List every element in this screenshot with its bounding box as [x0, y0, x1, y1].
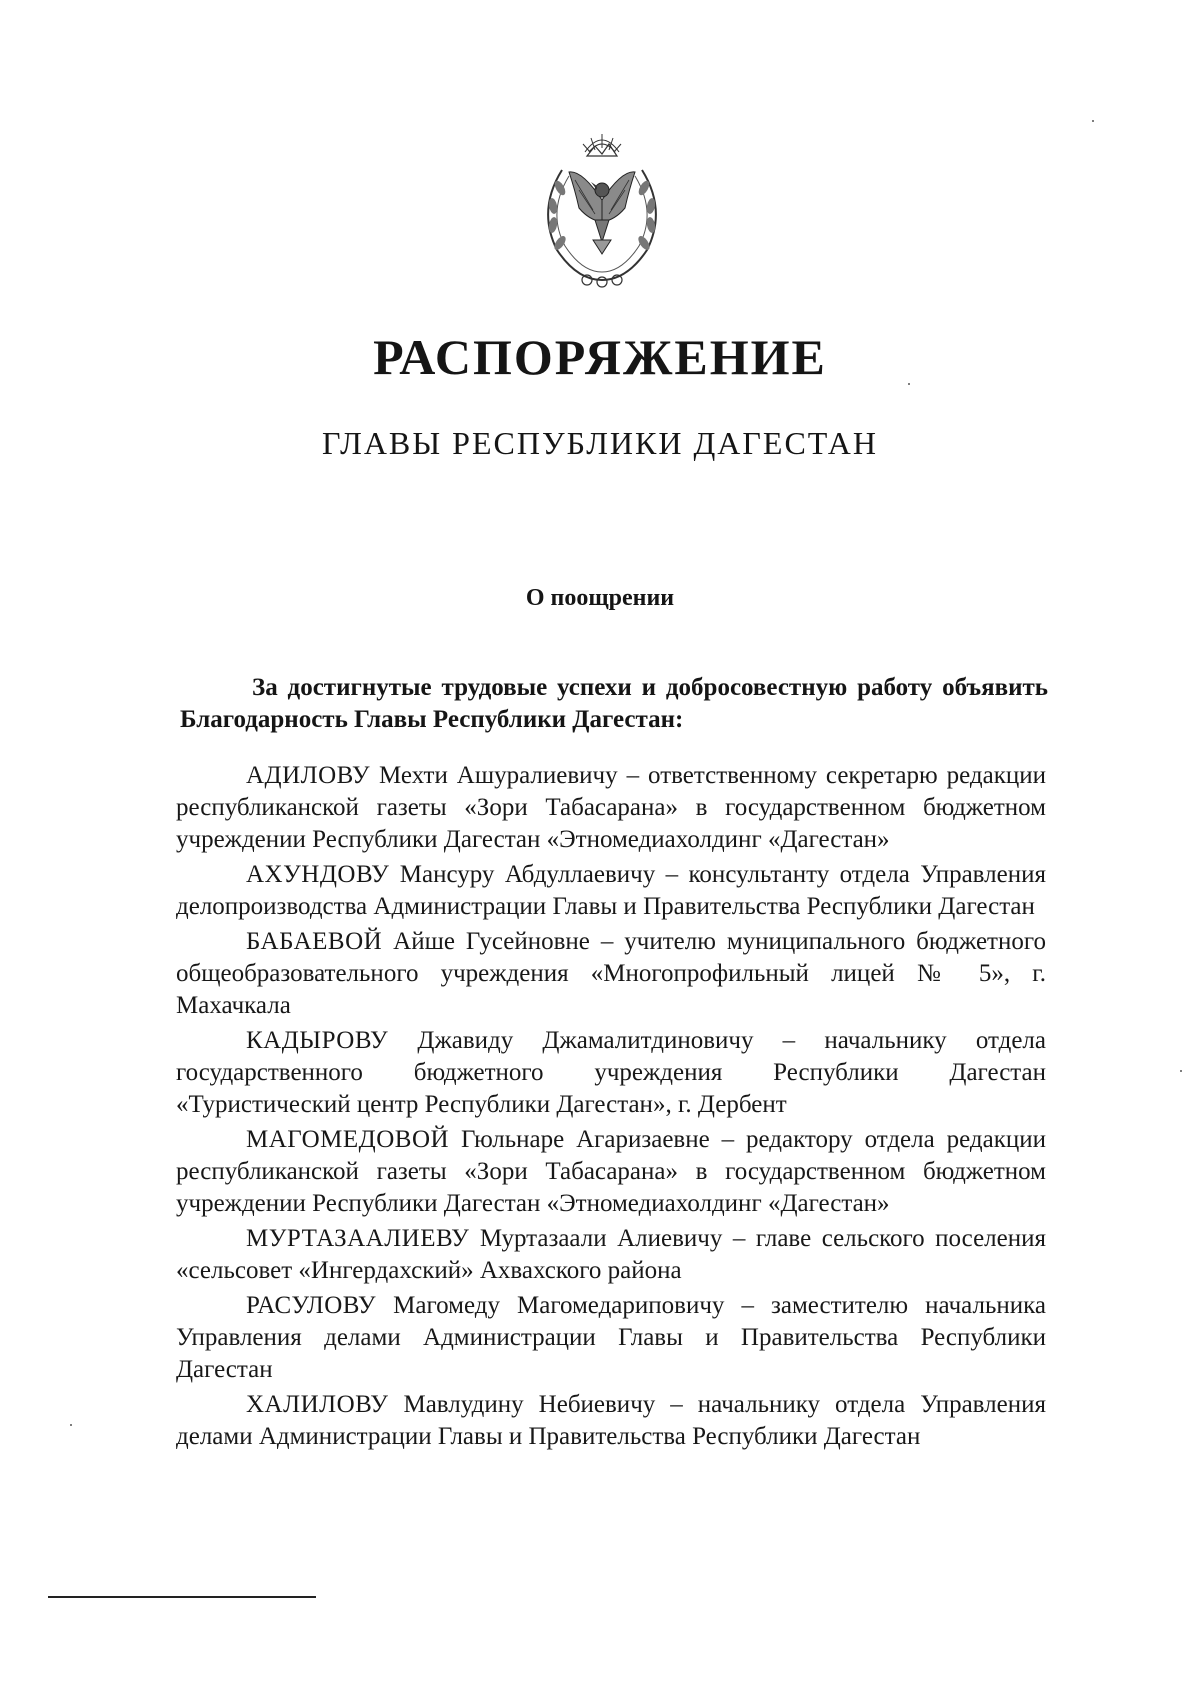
awardee-surname: АДИЛОВУ	[246, 762, 371, 789]
scan-speck	[908, 383, 910, 385]
awardee-surname: КАДЫРОВУ	[246, 1027, 389, 1054]
footnote-separator	[48, 1596, 316, 1598]
scan-speck	[1180, 1070, 1182, 1072]
scan-speck	[1092, 120, 1094, 122]
dagestan-coat-of-arms-icon	[527, 130, 677, 290]
awardee-item	[176, 859, 1046, 923]
awardee-details: Джавиду Джамалитдиновичу – начальнику отдела государственного бюджетного учреждения Республики Дагестан «Туристический центр Республики Дагестан», г. Дербент	[176, 1027, 1046, 1118]
awardee-item	[176, 1025, 1046, 1121]
awardee-item	[176, 760, 1046, 856]
document-preamble: За достигнутые трудовые успехи и добросовестную работу объявить Благодарность Главы Республики Дагестан:	[180, 674, 1048, 733]
awardee-surname: АХУНДОВУ	[246, 861, 390, 888]
awardee-details: Гюльнаре Агаризаевне – редактору отдела редакции республиканской газеты «Зори Табасарана» в государственном бюджетном учреждении Республики Дагестан «Этномедиахолдинг «Дагестан»	[176, 1126, 1046, 1217]
awardee-details: Мавлудину Небиевичу – начальнику отдела Управления делами Администрации Главы и Правительства Республики Дагестан	[176, 1391, 1046, 1450]
awardee-item	[176, 1124, 1046, 1220]
document-title: РАСПОРЯЖЕНИЕ	[373, 329, 827, 385]
document-subject: О поощрении	[525, 585, 675, 611]
awardee-surname: БАБАЕВОЙ	[246, 928, 383, 955]
awardee-item	[176, 1223, 1046, 1287]
awardee-details: Мансуру Абдуллаевичу – консультанту отдела Управления делопроизводства Администрации Главы и Правительства Республики Дагестан	[176, 861, 1046, 920]
awardee-details: Мехти Ашуралиевичу – ответственному секретарю редакции республиканской газеты «Зори Табасарана» в государственном бюджетном учреждении Республики Дагестан «Этномедиахолдинг «Дагестан»	[176, 762, 1046, 853]
awardee-surname: МУРТАЗААЛИЕВУ	[246, 1225, 470, 1252]
document-subtitle: ГЛАВЫ РЕСПУБЛИКИ ДАГЕСТАН	[322, 425, 878, 461]
awardee-item	[176, 926, 1046, 1022]
awardee-details: Айше Гусейновне – учителю муниципального бюджетного общеобразовательного учреждения «Многопрофильный лицей № 5», г. Махачкала	[176, 928, 1046, 1019]
awardee-surname: МАГОМЕДОВОЙ	[246, 1126, 450, 1153]
awardee-item	[176, 1389, 1046, 1453]
awardees-list	[176, 760, 1046, 1456]
awardee-details: Муртазаали Алиевичу – главе сельского поселения «сельсовет «Ингердахский» Ахвахского района	[176, 1225, 1046, 1284]
scan-speck	[70, 1424, 72, 1426]
awardee-surname: РАСУЛОВУ	[246, 1292, 377, 1319]
awardee-surname: ХАЛИЛОВУ	[246, 1391, 389, 1418]
awardee-details: Магомеду Магомедариповичу – заместителю начальника Управления делами Администрации Главы и Правительства Республики Дагестан	[176, 1292, 1046, 1383]
awardee-item	[176, 1290, 1046, 1386]
